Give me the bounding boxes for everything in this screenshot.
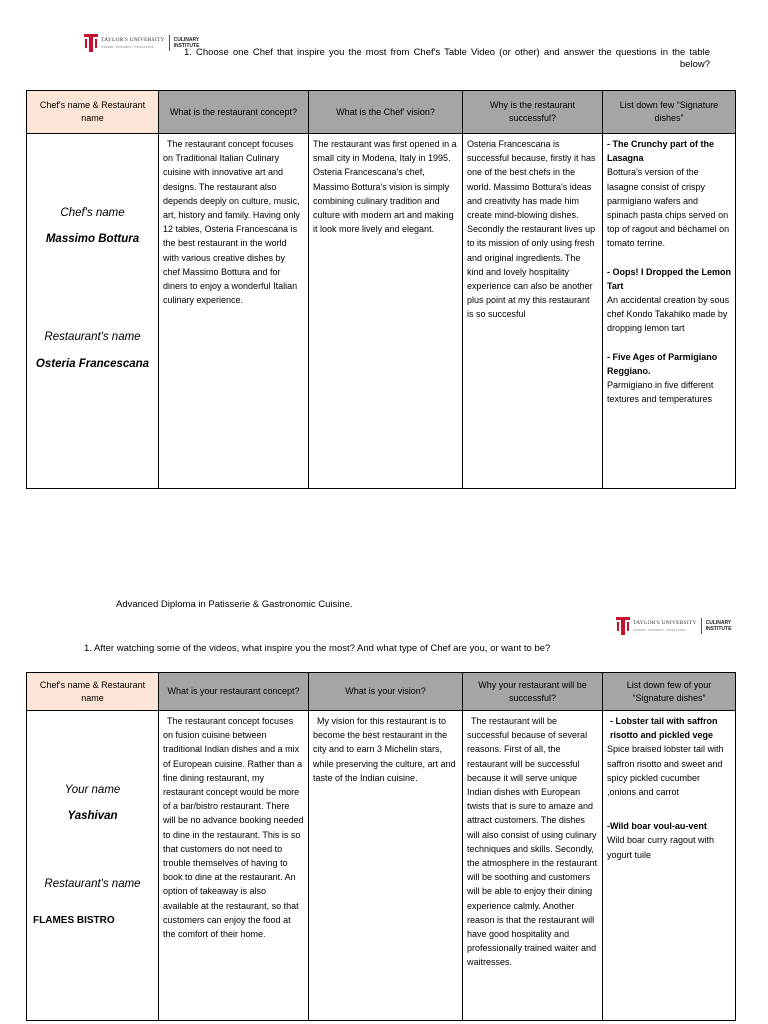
chef-name: Massimo Bottura <box>45 233 140 246</box>
dish-item: - Five Ages of Parmigiano Reggiano. Parmigiano in five different textures and temperatures <box>607 351 718 405</box>
dishes-cell <box>603 134 736 489</box>
success-cell: Osteria Francescana is successful because, firstly it has one of the best chefs in the world. Massimo Bottura's ideas and creativity has made him create mind-blowing dishes. Secondly the restaurant lives up to its mission of only using fresh and original ingredients. The kind and lovely hospitality experience can also be another plus point at my this restaurant is so succesful <box>463 134 603 489</box>
institute-name: CULINARY INSTITUTE <box>705 620 732 632</box>
concept-cell: The restaurant concept focuses on fusion cuisine between traditional Indian dishes and a mix of European cuisine. Rather than a fine dining restaurant, my restaurant concept would be more of a bar/bistro restaurant. There will be no advance booking needed to dine in the restaurant. This is so that customers do not need to trouble themselves of having to book to dine at the restaurant. An option of takeaway is also available at the restaurant, so that customers can enjoy the food at the comfort of their home. <box>159 711 309 1021</box>
dish-item: - The Crunchy part of the Lasagna Bottura's version of the lasagne consist of crispy parmigiano wafers and spinach pasta chips served on top of ragout and béchamel on tomato terrine. <box>607 139 730 249</box>
your-table <box>26 672 736 1021</box>
chef-table <box>26 90 736 489</box>
restaurant-name: Osteria Francescana <box>35 357 150 370</box>
question-1: 1. Choose one Chef that inspire you the most from Chef's Table Video (or other) and answer the questions in the table below? <box>184 47 710 70</box>
header-success: Why is the restaurant successful? <box>463 91 603 134</box>
taylors-logo-bottom <box>616 617 740 635</box>
concept-cell: The restaurant concept focuses on Traditional Italian Culinary cuisine with innovative art and designs. The restaurant also depends deeply on culture, music, art, history and family. Having only 12 tables, Osteria Francescana is the best restaurant in the world with various creative dishes by chef Massimo Bottura and for diners to enjoy a wonderful Italian culinary experience. <box>159 134 309 489</box>
dishes-cell <box>603 711 736 1021</box>
header-chef-name: Chef's name & Restaurant name <box>27 673 159 711</box>
vision-cell: The restaurant was first opened in a small city in Modena, Italy in 1995. Osteria Francescana's chef, Massimo Bottura's vision is simply combining culinary tradition and culture with modern art and making it look more lively and elegant. <box>309 134 463 489</box>
header-dishes: List down few of your “Signature dishes” <box>603 673 736 711</box>
crest-icon <box>84 34 98 52</box>
question-2: 1. After watching some of the videos, what inspire you the most? And what type of Chef are you, or want to be? <box>84 643 551 654</box>
header-chef-name: Chef's name & Restaurant name <box>27 91 159 134</box>
dish-item: - Lobster tail with saffron risotto and pickled vege Spice braised lobster tail with saffron risotto and sweet and spicy pickled cucumber ,onions and carrot <box>607 716 724 798</box>
course-title: Advanced Diploma in Patisserie & Gastronomic Cuisine. <box>116 599 353 610</box>
your-label: Your name <box>64 784 121 796</box>
your-name: Yashivan <box>67 810 118 823</box>
university-name: TAYLOR'S UNIVERSITY WISDOM · INTEGRITY · EXCELLENCE <box>633 619 697 632</box>
restaurant-name: FLAMES BISTRO <box>33 914 115 926</box>
vision-cell: My vision for this restaurant is to become the best restaurant in the city and to earn 3 Michelin stars, while preserving the culture, art and taste of the Indian cuisine. <box>309 711 463 1021</box>
dish-item: -Wild boar voul-au-vent Wild boar curry ragout with yogurt tuile <box>607 821 715 860</box>
restaurant-label: Restaurant's name <box>44 878 141 891</box>
university-name: TAYLOR'S UNIVERSITY WISDOM · INTEGRITY · EXCELLENCE <box>101 36 165 49</box>
dish-item: - Oops! I Dropped the Lemon Tart An accidental creation by sous chef Kondo Takahiko made by dropping lemon tart <box>607 266 731 334</box>
name-cell <box>27 711 159 1021</box>
header-vision: What is the Chef' vision? <box>309 91 463 134</box>
name-cell <box>27 134 159 489</box>
crest-icon <box>616 617 630 635</box>
header-success: Why your restaurant will be successful? <box>463 673 603 711</box>
success-cell: The restaurant will be successful because of several reasons. First of all, the restaurant will be successful because it will serve unique Indian dishes with European twists that is sure to amaze and attract customers. The dishes will also consist of using culinary techniques and skills. Secondly, the atmosphere in the restaurant will be soothing and customers will be able to enjoy their dining experience calmly. Another reason is that the restaurant will have good hospitality and professionally trained waiter and waitresses. <box>463 711 603 1021</box>
header-dishes: List down few “Signature dishes” <box>603 91 736 134</box>
chef-label: Chef's name <box>60 207 125 219</box>
institute-name: CULINARY INSTITUTE <box>173 37 200 49</box>
header-concept: What is the restaurant concept? <box>159 91 309 134</box>
restaurant-label: Restaurant's name <box>44 331 141 344</box>
header-concept: What is your restaurant concept? <box>159 673 309 711</box>
header-vision: What is your vision? <box>309 673 463 711</box>
